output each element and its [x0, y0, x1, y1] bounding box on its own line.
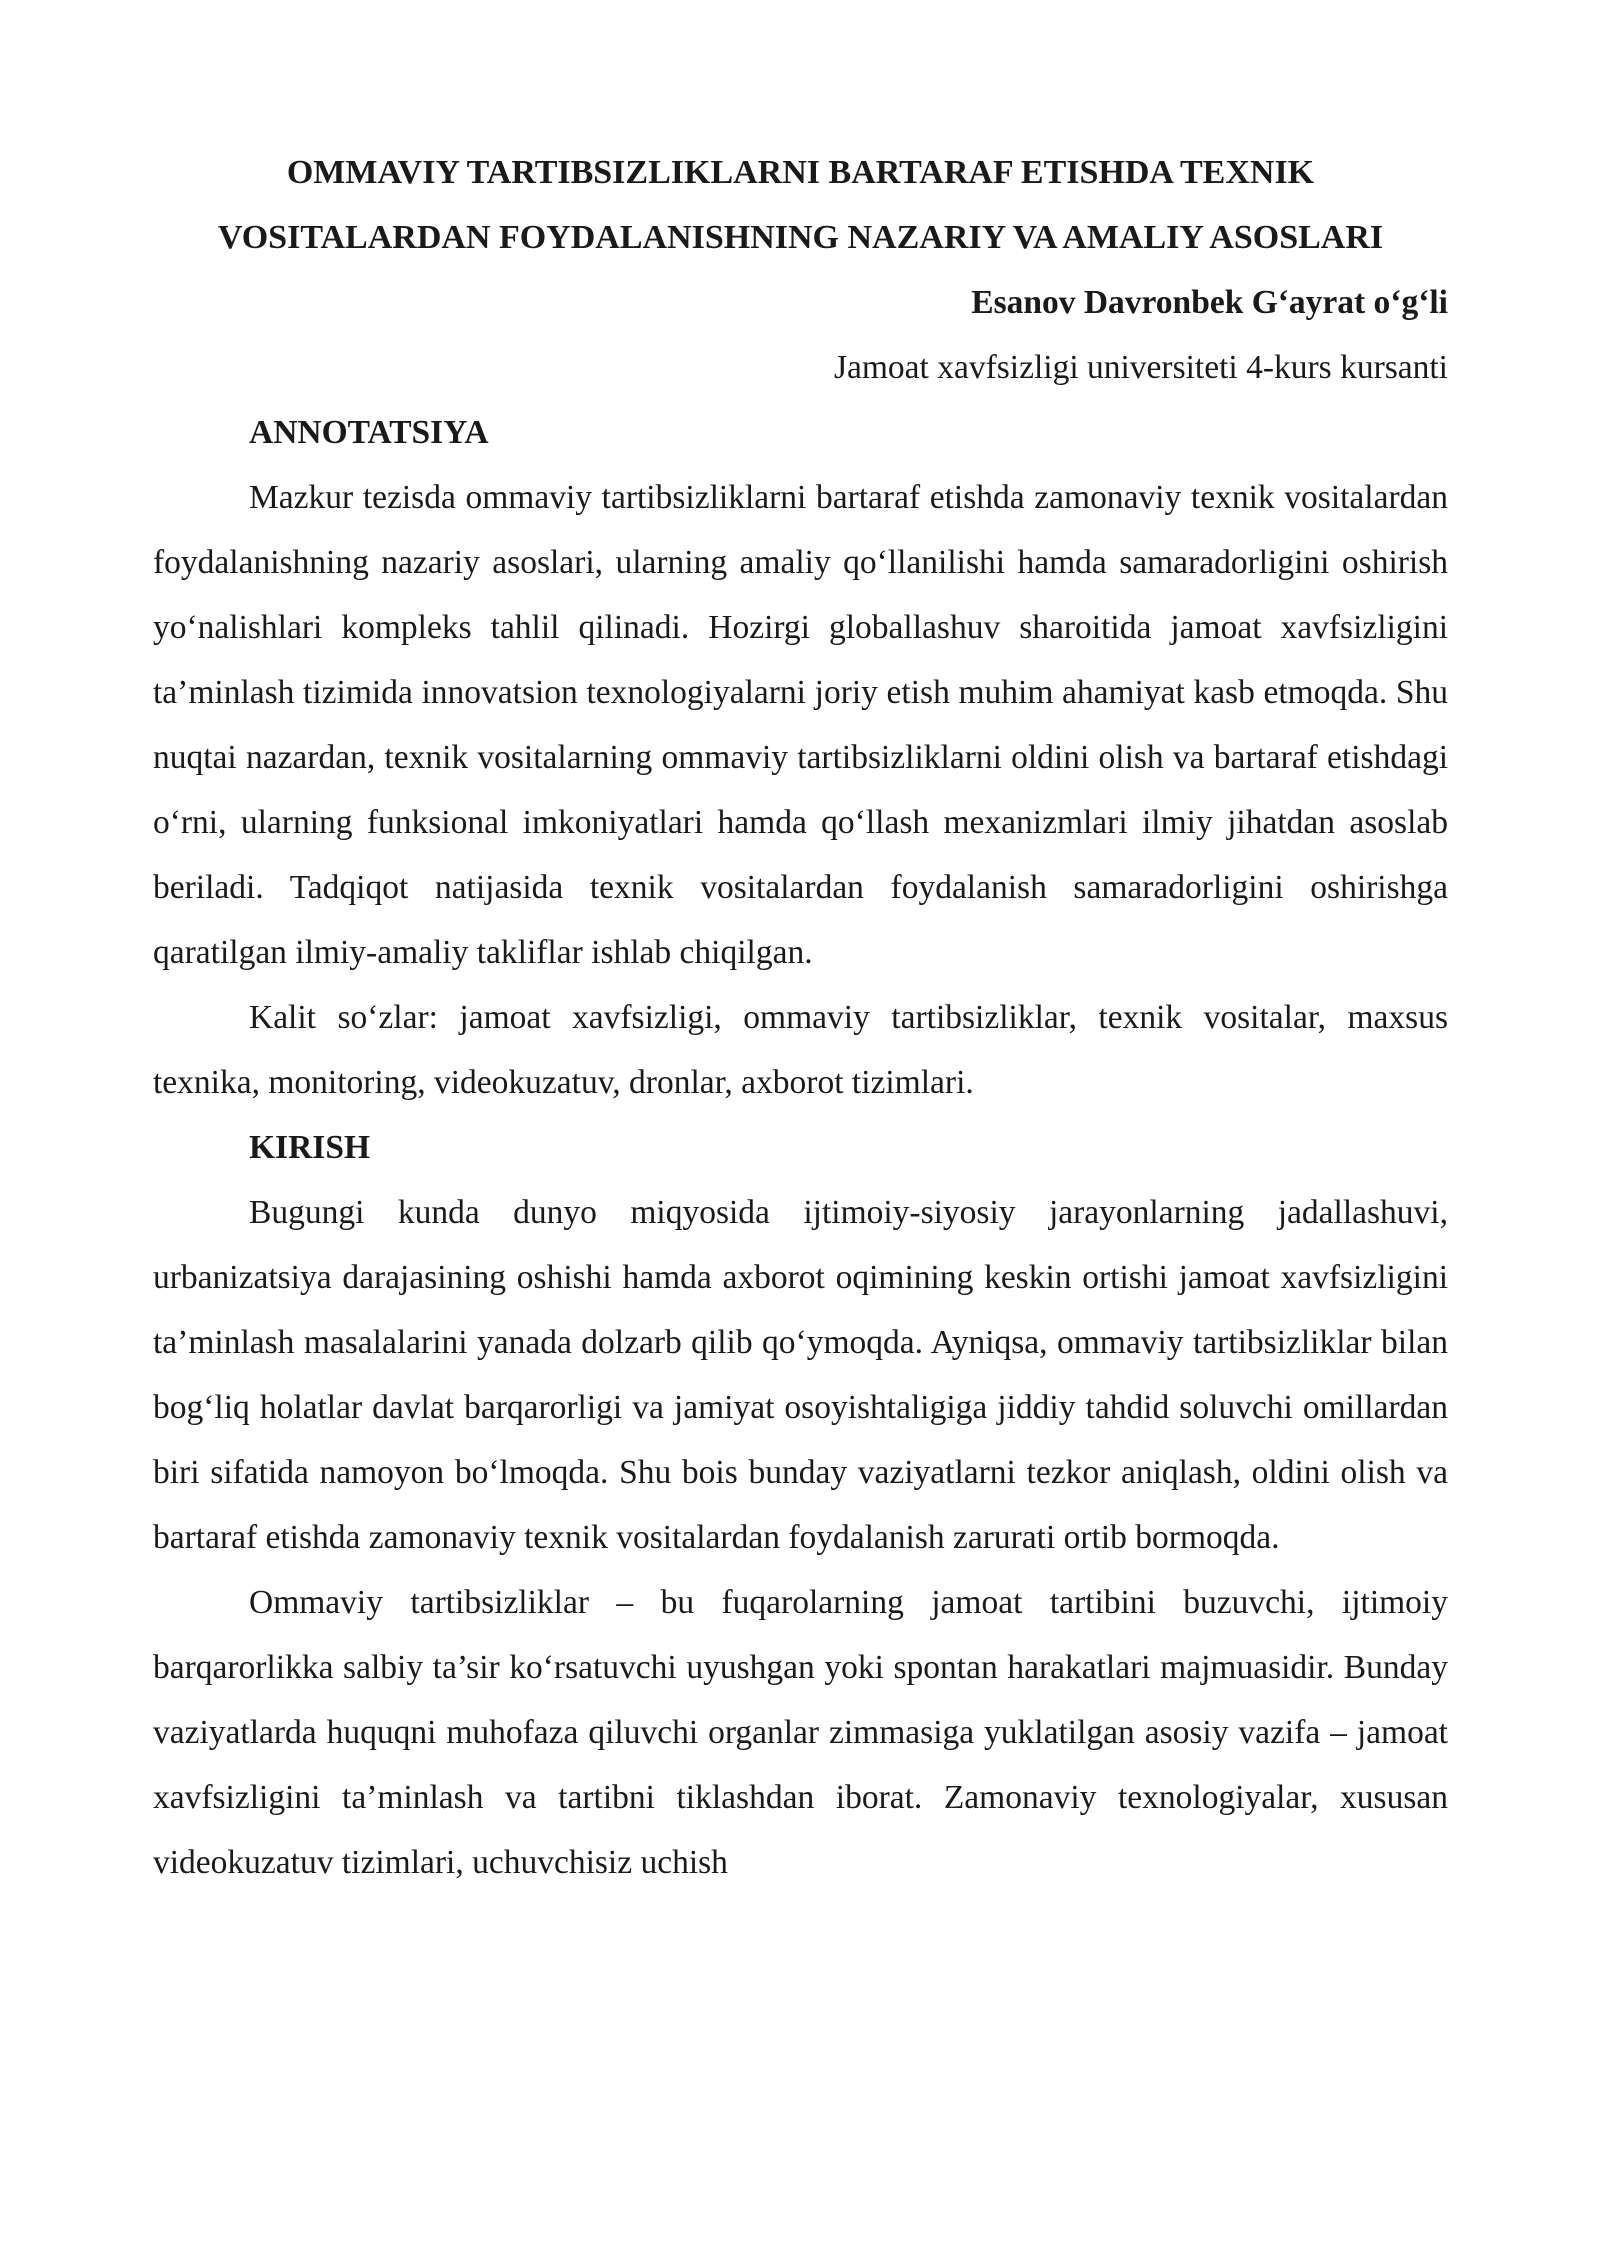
introduction-paragraph-2: Ommaviy tartibsizliklar – bu fuqarolarning jamoat tartibini buzuvchi, ijtimoiy barqarorlikka salbiy ta’sir ko‘rsatuvchi uyushgan yoki spontan harakatlari majmuasidir. Bunday vaziyatlarda huquqni muhofaza qiluvchi organlar zimmasiga yuklatilgan asosiy vazifa – jamoat xavfsizligini ta’minlash va tartibni tiklashdan iborat. Zamonaviy texnologiyalar, xususan videokuzatuv tizimlari, uchuvchisiz uchish: [153, 1584, 1448, 1881]
paper-title: OMMAVIY TARTIBSIZLIKLARNI BARTARAF ETISHDA TEXNIK VOSITALARDAN FOYDALANISHNING NAZARIY VA AMALIY ASOSLARI: [217, 154, 1384, 256]
introduction-heading: KIRISH: [249, 1129, 371, 1166]
author-affiliation: Jamoat xavfsizligi universiteti 4-kurs kursanti: [833, 349, 1448, 386]
author-name: Esanov Davronbek G‘ayrat o‘g‘li: [971, 284, 1448, 321]
annotation-paragraph: Mazkur tezisda ommaviy tartibsizliklarni bartaraf etishda zamonaviy texnik vositalardan foydalanishning nazariy asoslari, ularning amaliy qo‘llanilishi hamda samaradorligini oshirish yo‘nalishlari kompleks tahlil qilinadi. Hozirgi globallashuv sharoitida jamoat xavfsizligini ta’minlash tizimida innovatsion texnologiyalarni joriy etish muhim ahamiyat kasb etmoqda. Shu nuqtai nazardan, texnik vositalarning ommaviy tartibsizliklarni oldini olish va bartaraf etishdagi o‘rni, ularning funksional imkoniyatlari hamda qo‘llash mexanizmlari ilmiy jihatdan asoslab beriladi. Tadqiqot natijasida texnik vositalardan foydalanish samaradorligini oshirishga qaratilgan ilmiy-amaliy takliflar ishlab chiqilgan.: [153, 479, 1448, 971]
document-page: [153, 140, 1448, 1895]
introduction-paragraph-1: Bugungi kunda dunyo miqyosida ijtimoiy-siyosiy jarayonlarning jadallashuvi, urbanizatsiya darajasining oshishi hamda axborot oqimining keskin ortishi jamoat xavfsizligini ta’minlash masalalarini yanada dolzarb qilib qo‘ymoqda. Ayniqsa, ommaviy tartibsizliklar bilan bog‘liq holatlar davlat barqarorligi va jamiyat osoyishtaligiga jiddiy tahdid soluvchi omillardan biri sifatida namoyon bo‘lmoqda. Shu bois bunday vaziyatlarni tezkor aniqlash, oldini olish va bartaraf etishda zamonaviy texnik vositalardan foydalanish zarurati ortib bormoqda.: [153, 1194, 1448, 1556]
keywords-paragraph: Kalit so‘zlar: jamoat xavfsizligi, ommaviy tartibsizliklar, texnik vositalar, maxsus texnika, monitoring, videokuzatuv, dronlar, axborot tizimlari.: [153, 999, 1448, 1101]
annotation-heading: ANNOTATSIYA: [249, 414, 489, 451]
